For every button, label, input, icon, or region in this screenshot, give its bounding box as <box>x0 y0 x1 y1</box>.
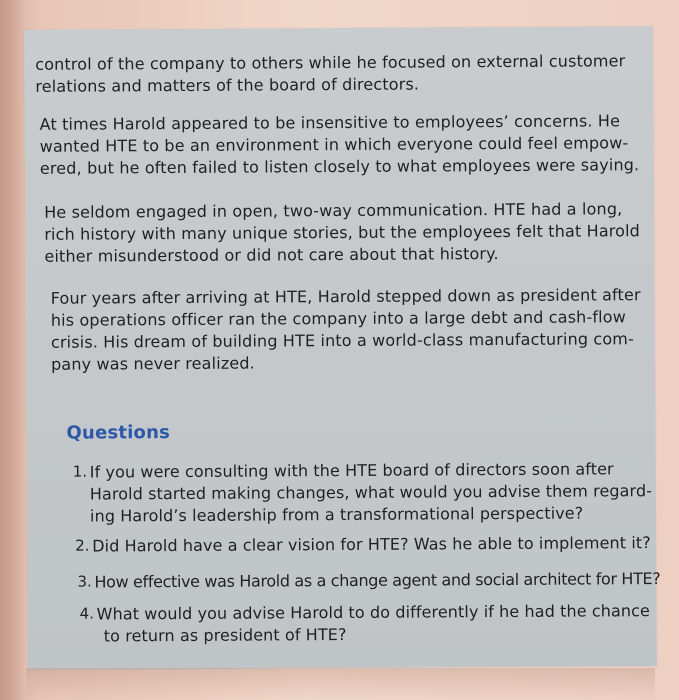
question-line: What would you advise Harold to do differently if he had the chance <box>96 601 651 624</box>
paragraph-line: Four years after arriving at HTE, Harold stepped down as president after <box>50 285 641 308</box>
question-line: to return as president of HTE? <box>103 624 347 646</box>
paragraph-line: his operations officer ran the company into a large debt and cash-flow <box>50 307 626 330</box>
question-line: How effective was Harold as a change agent and social architect for HTE? <box>94 569 661 592</box>
question-line: If you were consulting with the HTE board of directors soon after <box>89 459 614 482</box>
paragraph-line: crisis. His dream of building HTE into a world-class manufacturing com- <box>50 329 634 352</box>
question-line: Did Harold have a clear vision for HTE? Was he able to implement it? <box>92 533 651 556</box>
paragraph-2 <box>25 110 654 178</box>
question-1 <box>27 458 656 526</box>
book-spine-shadow <box>0 0 26 700</box>
paragraph-1 <box>24 50 653 96</box>
question-number: 2. <box>75 536 90 555</box>
question-2 <box>27 532 656 556</box>
paragraph-line: rich history with many unique stories, but the employees felt that Harold <box>44 221 641 244</box>
book-page <box>24 26 661 670</box>
paragraph-line: pany was never realized. <box>51 353 255 374</box>
question-number: 4. <box>79 604 94 623</box>
question-number: 1. <box>72 462 88 481</box>
question-line: Harold started making changes, what would you advise them regard- <box>89 481 653 504</box>
question-number: 3. <box>77 572 92 591</box>
question-3 <box>27 568 661 592</box>
paragraph-line: At times Harold appeared to be insensitive to employees’ concerns. He <box>39 111 621 134</box>
paragraph-line: ered, but he often failed to listen closely to what employees were saying. <box>39 155 640 178</box>
paragraph-line: relations and matters of the board of directors. <box>35 74 420 96</box>
questions-heading: Questions <box>66 422 171 444</box>
paragraph-3 <box>25 198 654 266</box>
paragraph-line: wanted HTE to be an environment in which everyone could feel empow- <box>39 133 629 156</box>
paragraph-line: control of the company to others while he focused on external customer <box>35 51 626 74</box>
paragraph-line: either misunderstood or did not care about that history. <box>44 244 499 266</box>
paragraph-line: He seldom engaged in open, two-way communication. HTE had a long, <box>44 199 623 222</box>
question-4 <box>28 600 657 646</box>
question-line: ing Harold’s leadership from a transformational perspective? <box>89 503 584 526</box>
paragraph-4 <box>26 284 655 374</box>
page-bottom-shadow <box>26 668 655 700</box>
